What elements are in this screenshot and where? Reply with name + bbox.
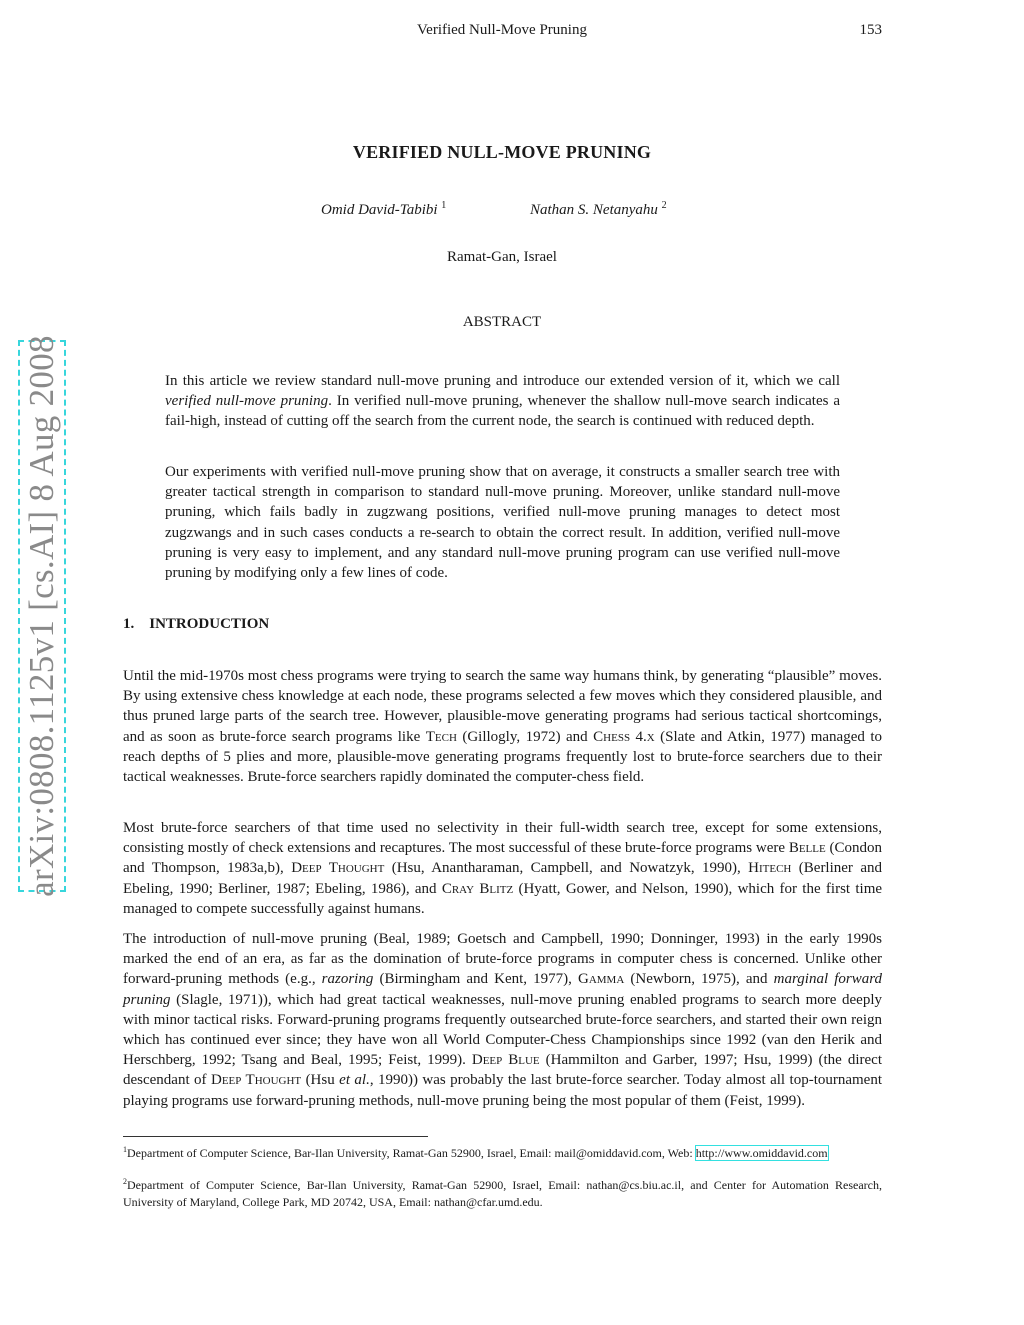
paper-title: VERIFIED NULL-MOVE PRUNING bbox=[352, 142, 652, 162]
section-heading bbox=[123, 616, 269, 633]
author-name: Omid David-Tabibi bbox=[321, 202, 438, 218]
footnote-1: $^1$Department of Computer Science, Bar-Ilan University, Ramat-Gan 52900, Israel, Email: mail@omiddavid.com, Web: http://www.omiddavid.com bbox=[123, 1145, 828, 1160]
running-title: Verified Null-Move Pruning bbox=[417, 22, 587, 38]
footnote-mark: 2 bbox=[123, 1177, 127, 1186]
program-name: Hitech bbox=[748, 860, 792, 877]
program-name: Chess 4.x bbox=[593, 728, 655, 745]
footnote-mark: 1 bbox=[123, 1145, 127, 1154]
emphasis: et al. bbox=[339, 1072, 370, 1089]
affiliation: Ramat-Gan, Israel bbox=[447, 249, 557, 265]
abstract-paragraph-1: In this article we review standard null-move pruning and introduce our extended version of it, which we call verified null-move pruning. In verified null-move pruning, whenever the shallow null-move search indicates a fail-high, instead of cutting off the search from the current node, the search is continued with reduced depth. bbox=[165, 373, 840, 430]
intro-paragraph-3: The introduction of null-move pruning (Beal, 1989; Goetsch and Campbell, 1990; Donninger, 1993) in the early 1990s marked the end of an era, as far as the domination of brute-force programs in computer chess is concerned. Unlike other forward-pruning methods (e.g., razoring (Birmingham and Kent, 1977), Gamma (Newborn, 1975), and marginal forward pruning (Slagle, 1971)), which had great tactical weaknesses, null-move pruning enabled programs to search more deeply with minor tactical risks. Forward-pruning programs frequently outsearched brute-force searchers, and started their own reign which has continued ever since; they have won all World Computer-Chess Championships since 1992 (van den Herik and Herschberg, 1992; Tsang and Beal, 1995; Feist, 1999). Deep Blue (Hammilton and Garber, 1997; Hsu, 1999) (the direct descendant of Deep Thought (Hsu et al., 1990)) was probably the last brute-force searcher. Today almost all top-tournament playing programs use forward-pruning methods, null-move pruning being the most popular of them (Feist, 1999). bbox=[123, 931, 883, 1109]
program-name: Deep Blue bbox=[471, 1052, 540, 1069]
intro-paragraph-2: Most brute-force searchers of that time used no selectivity in their full-width search tree, except for some extensions, consisting mostly of check extensions and recaptures. The most successful of these brute-force programs were Belle (Condon and Thompson, 1983a,b), Deep Thought (Hsu, Anantharaman, Campbell, and Nowatzyk, 1990), Hitech (Berliner and Ebeling, 1990; Berliner, 1987; Ebeling, 1986), and Cray Blitz (Hyatt, Gower, and Nelson, 1990), which for the first time managed to compete successfully against humans. bbox=[123, 820, 883, 917]
emphasis: marginal forward pruning bbox=[123, 971, 883, 1008]
program-name: Deep Thought bbox=[291, 860, 385, 877]
footnote-mark: 1 bbox=[441, 200, 447, 211]
abstract-paragraph-2: Our experiments with verified null-move pruning show that on average, it constructs a smaller search tree with greater tactical strength in comparison to standard null-move pruning. Moreover, unlike standard null-move pruning, which fails badly in zugzwang positions, verified null-move pruning manages to detect most zugzwangs and in such cases conducts a re-search to obtain the correct result. In addition, verified null-move pruning is very easy to implement, and any standard null-move pruning program can use verified null-move pruning by modifying only a few lines of code. bbox=[165, 464, 840, 582]
page-number: 153 bbox=[859, 22, 882, 38]
section-title: INTRODUCTION bbox=[149, 616, 270, 632]
arxiv-identifier: arXiv:0808.1125v1 [cs.AI] 8 Aug 2008 bbox=[22, 335, 61, 897]
emphasis: verified null-move pruning bbox=[165, 393, 329, 410]
intro-paragraph-1: Until the mid-1970s most chess programs were trying to search the same way humans think, by generating “plausible” moves. By using extensive chess knowledge at each node, these programs selected a few moves which they considered plausible, and thus pruned large parts of the search tree. However, plausible-move generating programs had serious tactical shortcomings, and as soon as brute-force search programs like Tech (Gillogly, 1972) and Chess 4.x (Slate and Atkin, 1977) managed to reach depths of 5 plies and more, plausible-move generating programs frequently lost to brute-force searchers due to their tactical weaknesses. Brute-force searchers rapidly dominated the computer-chess field. bbox=[123, 668, 882, 786]
footnote-mark: 2 bbox=[661, 200, 667, 211]
arxiv-stamp bbox=[18, 335, 66, 897]
abstract-heading: ABSTRACT bbox=[462, 314, 542, 330]
author-name: Nathan S. Netanyahu bbox=[530, 202, 658, 218]
footnote-2: $^2$Department of Computer Science, Bar-Ilan University, Ramat-Gan 52900, Israel, Email: nathan@cs.biu.ac.il, and Center for Automation Research, University of Maryland, College Park, MD 20742, USA, Email: nathan@cfar.umd.edu. bbox=[123, 1177, 882, 1209]
homepage-link[interactable]: http://www.omiddavid.com bbox=[695, 1146, 828, 1160]
program-name: Tech bbox=[425, 728, 457, 745]
program-name: Gamma bbox=[578, 971, 625, 988]
program-name: Cray Blitz bbox=[441, 880, 514, 897]
author-1 bbox=[321, 200, 446, 219]
section-number: 1. bbox=[123, 616, 135, 632]
program-name: Belle bbox=[788, 840, 826, 857]
program-name: Deep Thought bbox=[210, 1072, 302, 1089]
author-2 bbox=[530, 200, 667, 219]
emphasis: razoring bbox=[321, 971, 374, 988]
footnote-rule bbox=[123, 1136, 428, 1137]
